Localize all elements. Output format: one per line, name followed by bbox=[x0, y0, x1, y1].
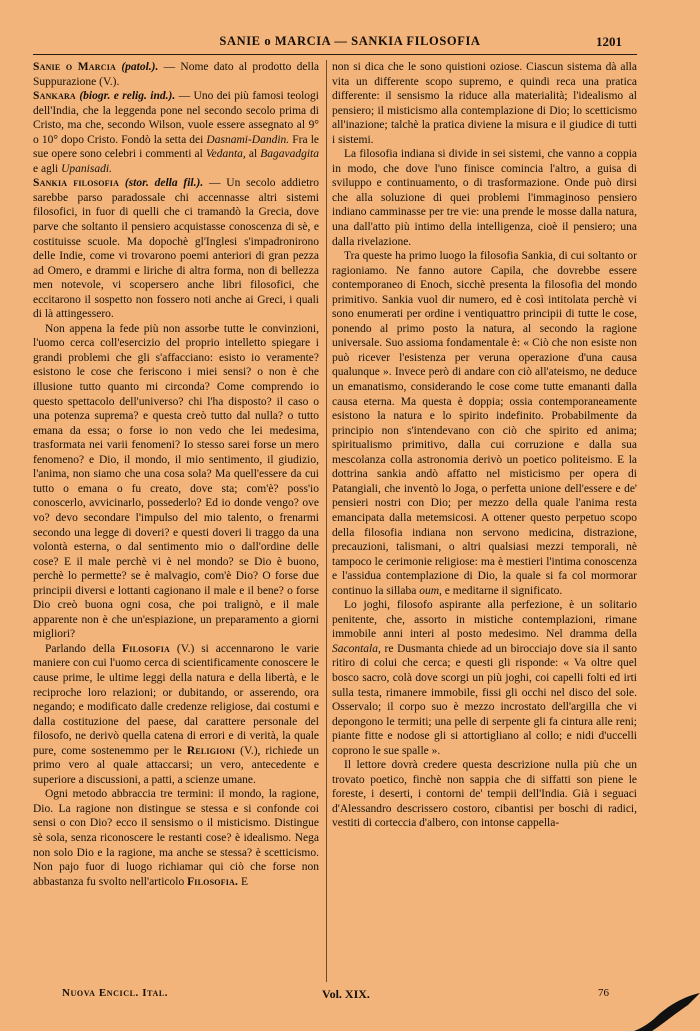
text-parlando-2: (V.) si accennarono le varie maniere con cui l'uomo cerca di scientificamente conoscere le cause prime, le ultime leggi della natura e della libertà, e le reciproche loro relazioni; or dubitando, or asserendo, ora negando; e modificato dalle credenze religiose, dai costumi e dalla costituzione del paese, dal carattere personale del filosofo, ne derivò quella catena di errori e di verità, la quale pure, come sostenemmo per le bbox=[33, 642, 319, 757]
headword-sankara: Sankara bbox=[33, 90, 76, 103]
left-column bbox=[33, 60, 319, 985]
paragraph-indiana: La filosofia indiana si divide in sei sistemi, che vanno a coppia in modo, che dove l'uno finisce comincia l'altro, a guisa di sviluppo e continuamento, o di trasformazione. Onde può dirsi che alla soluzione di quei problemi l'immaginoso pensiero indiano camminasse per tre vie: una prende le mosse dalla natura, una dall'atto più intimo della intelligenza, cioè il pensiero; una dalla rivelazione. bbox=[332, 148, 637, 248]
text-joghi-2: re Dusmanta chiede ad un birocciajo dove sia il santo ritiro di colui che cerca; e questi gli risponde: « Va oltre quel bosco sacro, colà dove scorgi un più joghi, coi capelli folti ed irti sulla testa, rimanere immobile, fissi gli occhi nel disco del sole. Osservalo; il corpo suo è mezzo incrostato dell'argilla che vi depongono le termiti; una pelle di serpente gli fa cintura alle reni; piante fitte e nodose gli si attortigliano al collo; e nidi d'uccelli coprono le sue spalle ». bbox=[332, 642, 637, 757]
text-sanie: — Nome dato al prodotto della Suppurazione (V.). bbox=[33, 61, 319, 88]
paragraph-ogni bbox=[33, 787, 319, 889]
sect-name: Dasnami-Dandin. bbox=[206, 133, 290, 146]
text-sankara-2: Fra le sue opere sono celebri i commenti al bbox=[33, 133, 319, 161]
tag-sanie: (patol.). bbox=[121, 61, 159, 73]
text-ogni-1: Ogni metodo abbraccia tre termini: il mondo, la ragione, Dio. La ragione non distingue se stessa e si confonde coi sensi o con Dio? ecco il sensismo o il misticismo. Distingue sè sola, senza riconoscere le restanti cose? è idealismo. Nega non solo Dio e la ragione, ma anche se stessa? è scetticismo. Non pajo fuor di luogo richiamar qui ciò che forse non abbastanza fu svolto nell'articolo bbox=[33, 788, 319, 888]
entry-sanie bbox=[33, 60, 319, 89]
work-bagavadgita: Bagavadgita bbox=[260, 148, 319, 161]
page-footer bbox=[0, 987, 700, 1003]
entry-sankara bbox=[33, 89, 319, 176]
right-column bbox=[332, 60, 637, 985]
tag-sankia: (stor. della fil.). bbox=[124, 177, 204, 190]
text-sankara-3: al bbox=[245, 148, 261, 161]
syllable-oum: oum, bbox=[419, 584, 442, 597]
headword-sankia: Sankia filosofia bbox=[33, 177, 120, 190]
headword-sanie: Sanie o Marcia bbox=[33, 61, 117, 73]
work-sacontala: Sacontala, bbox=[332, 642, 381, 655]
signature-mark: 76 bbox=[598, 987, 609, 999]
page-number: 1201 bbox=[596, 34, 622, 49]
paragraph-lettore: Il lettore dovrà credere questa descrizione nulla più che un trovato poetico, finchè non sappia che di siffatti son piene le foreste, i deserti, i contorni de' tempii dell'India. Già i seguaci d'Alessandro descrissero costoro, cibantisi per boschi di radici, vestiti di corteccia d'albero, con intonse cappella- bbox=[332, 759, 637, 830]
text-sankia: — Un secolo addietro sarebbe parso paradossale chi accennasse altri sistemi filosofici, in fuor di quelli che ci tramandò la Grecia, dove parve che soltanto il pensiero acquistasse conoscenza di sè, e costituisse scuole. Ma dopochè gl'Inglesi s'impadronirono delle Indie, come vi trovarono poemi anteriori di gran pezza ad Omero, e drammi e liriche di altra forma, non di bellezza men notevole, vi scopersero anche libri filosofici, che eccitarono il sospetto non fossero noti anche ai Greci, i quali di là attingessero. bbox=[33, 177, 319, 321]
text-joghi-1: Lo joghi, filosofo aspirante alla perfezione, è un solitario penitente, che, assorto in mistiche contemplazioni, rimane immobile anni interi al posto medesimo. Nel dramma della bbox=[332, 599, 637, 641]
paragraph-fede: Non appena la fede più non assorbe tutte le convinzioni, l'uomo cerca coll'esercizio del proprio intelletto spiegare i grandi problemi che gli s'affacciano: esisto io veramente? esistono le cose che feriscono i miei sensi? o non è che illusione tutto quanto mi circonda? Come comprendo io questo spettacolo dell'universo? chi l'ha disposto? il caso o una potenza suprema? e questa creò tutto dal nulla? o tutto emana da essa; o forse io non vedo che lei medesima, trasformata nei varii fenomeni? Io stesso sarei forse un mero fenomeno? e Dio, il mondo, il mio sentimento, il giudizio, l'anima, non siamo che una cosa sola? Ma quell'essere da cui tutto o emana o fu creato, dove sta; com'è? poss'io conoscerlo, avvicinarlo, possederlo? Ed io donde vengo? ove vo? devo secondare l'impulso del mio talento, o frenarmi secondo una legge di doveri? e questi doveri li traggo da una volontà esterna, o dal sentimento mio o dall'ordine delle cose? E il male perchè vi è nel mondo? se Dio è buono, perchè lo permette? se è malvagio, com'è Dio? O forse due principii diversi e lottanti cagionano il male e il bene? o forse Dio creò buona ogni cosa, che poi tralignò, e il male apparente non è che un'espiazione, un preparamento a giorni migliori? bbox=[33, 322, 319, 641]
page-header bbox=[0, 34, 700, 52]
running-title: SANIE o MARCIA — SANKIA FILOSOFIA bbox=[219, 34, 481, 48]
text-sankara-4: e agli bbox=[33, 162, 62, 175]
journal-name: Nuova Encicl. Ital. bbox=[62, 987, 169, 999]
volume-number: Vol. XIX. bbox=[322, 987, 370, 1001]
ref-filosofia: Filosofia bbox=[122, 642, 171, 655]
paragraph-joghi bbox=[332, 598, 637, 758]
text-sankara-1: — Uno dei più famosi teologi dell'India, che la leggenda pone nel secondo secolo prima di Cristo, ma che, secondo Wilson, vuole essere assegnato al 9° o 10° dopo Cristo. Fondò la setta dei bbox=[33, 90, 319, 146]
paragraph-parlando bbox=[33, 642, 319, 787]
text-parlando-3: (V.), richiede un primo vero al quale attaccarsi; un vero, antecedente e superiore a discussioni, a patti, a scienze umane. bbox=[33, 744, 319, 786]
header-rule bbox=[33, 54, 637, 55]
text-ogni-2: E bbox=[238, 875, 249, 888]
feather-icon bbox=[630, 991, 700, 1031]
ref-religioni: Religioni bbox=[186, 744, 236, 757]
paragraph-continued: non si dica che le sono quistioni oziose. Ciascun sistema dà alla vita un differente scopo supremo, e quindi reca una pratica differente: il sensismo la riduce alla materialità; l'idealismo al pensiero; il misticismo alla contemplazione di Dio; lo scetticismo all'inazione; talchè la pratica diviene la misura e il giudice di tutti i sistemi. bbox=[332, 61, 637, 146]
entry-sankia bbox=[33, 176, 319, 321]
work-upanisadi: Upanisadi. bbox=[61, 162, 112, 175]
text-tra: Tra queste ha primo luogo la filosofia Sankia, di cui soltanto or ragioniamo. Ne fanno autore Capila, che dovrebbe essere contemporaneo di Enoch, sicchè presenta la filosofia del mondo primitivo. Sankia vuol dir numero, ed è così intitolata perchè vi sono enumerati per ordine i ventiquattro principii di tutte le cose, ponendo al primo posto la natura, al secondo la ragione universale. Suo assioma fondamentale è: « Ciò che non esiste non può ricever l'esistenza per veruna operazione d'una causa qualunque ». Invece però di andare con ciò all'ateismo, ne deduce un emanatismo, considerando le cose come tutte emananti dalla causa eterna. Ma questa è doppia; ossia contemporaneamente esistono la natura e lo spirito indefinito. Probabilmente da principio non s'intendevano con ciò che spirito ed anima; spiritualismo primitivo, dalla cui corruzione e dalla sua mescolanza colla astronomia derivò un poetico politeismo. E la dottrina sankia andò affatto nel misticismo per opera di Patangiali, che inventò lo Joga, o perfetta unione dell'essere e de' pensieri nostri con Dio; per mezzo della quale l'anima resta emancipata dalla metemsicosi. A ottener questo perpetuo scopo della filosofia indiana non servono medicina, distrazione, precauzioni, talismani, o altri qualsiasi mezzi temporali, nè tampoco le cerimonie religiose: ma è mestieri l'intima conoscenza e l'assidua contemplazione di Dio, la quale si fa col mormorar continuo la sillaba bbox=[332, 250, 637, 597]
ref-filosofia-2: Filosofia. bbox=[187, 875, 239, 888]
tag-sankara: (biogr. e relig. ind.). bbox=[79, 90, 176, 103]
column-divider bbox=[326, 60, 327, 982]
work-vedanta: Vedanta, bbox=[205, 148, 246, 161]
text-parlando-1: Parlando della bbox=[45, 642, 123, 655]
text-tra-end: e meditarne il significato. bbox=[441, 584, 563, 597]
paragraph-tra bbox=[332, 249, 637, 598]
